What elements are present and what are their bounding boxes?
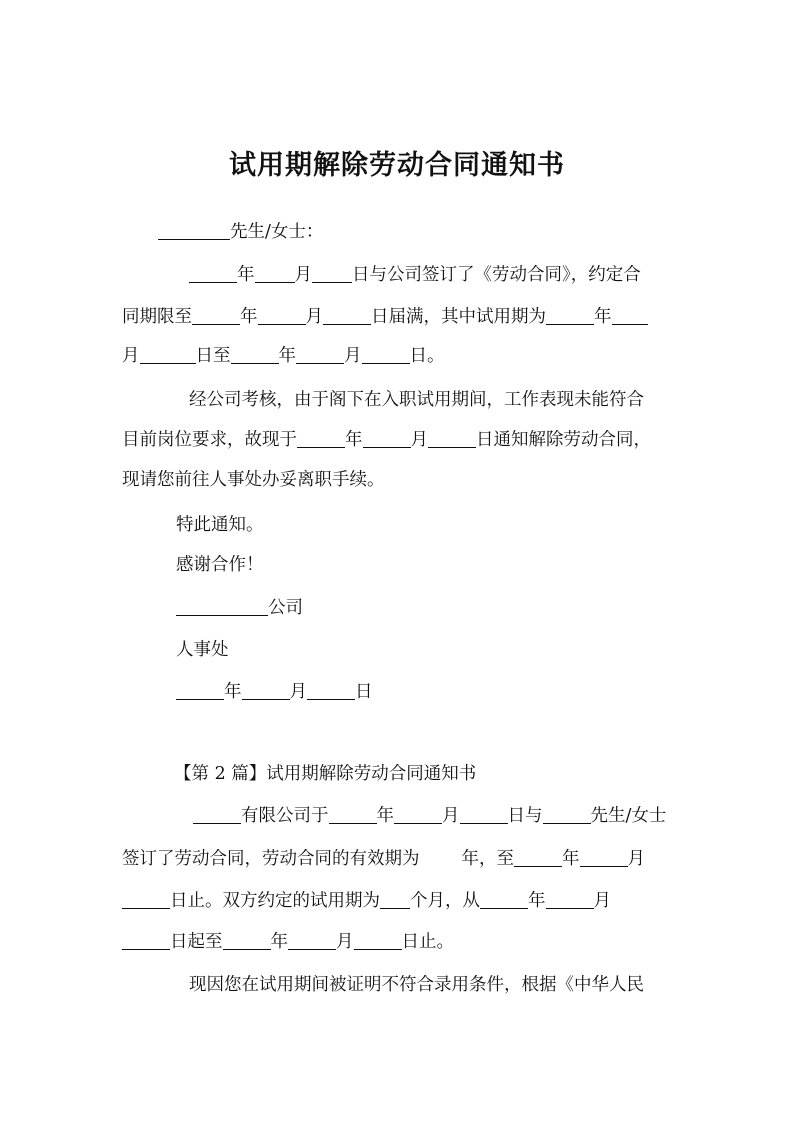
company-text: 公司 <box>268 598 303 618</box>
year-text: 年 <box>240 307 258 327</box>
year-text: 年 <box>345 430 363 450</box>
blank <box>122 890 170 909</box>
blank <box>255 264 295 283</box>
blank <box>242 681 290 700</box>
sec2-text: 签订了劳动合同，劳动合同的有效期为 <box>122 849 420 869</box>
sec2-text: 日止。双方约定的试用期为 <box>170 891 380 911</box>
month-text: 月 <box>344 346 362 366</box>
day-text: 日 <box>355 682 373 702</box>
year-text: 年 <box>278 346 296 366</box>
blank <box>480 890 528 909</box>
year-text: 年 <box>562 849 580 869</box>
sec2-text: 年，至 <box>461 849 514 869</box>
blank <box>189 264 237 283</box>
para1-text: 日。 <box>409 346 445 366</box>
sec2-line4 <box>122 927 454 957</box>
sec2-text: 个月，从 <box>410 891 480 911</box>
para2-line3: 现请您前往人事处办妥离职手续。 <box>122 470 385 490</box>
company-blank <box>176 597 268 616</box>
sec2-text: 日起至 <box>170 932 223 952</box>
blank <box>612 306 648 325</box>
sec2-line2 <box>122 844 645 874</box>
blank <box>192 306 240 325</box>
closing-notice: 特此通知。 <box>176 515 264 535</box>
sign-date-line <box>176 677 373 707</box>
para2-line1: 经公司考核，由于阁下在入职试用期间，工作表现未能符合 <box>189 390 644 410</box>
blank <box>380 890 410 909</box>
month-text: 月 <box>336 932 354 952</box>
month-text: 月 <box>289 682 307 702</box>
sec2-line1 <box>193 801 666 831</box>
year-text: 年 <box>376 806 394 826</box>
blank <box>514 848 562 867</box>
sec2-text: 有限公司于 <box>241 806 329 826</box>
blank <box>546 306 594 325</box>
blank <box>329 805 377 824</box>
year-text: 年 <box>594 307 612 327</box>
blank <box>297 429 345 448</box>
year-text: 年 <box>224 682 242 702</box>
sec2-text: 先生/女士 <box>590 806 667 826</box>
para2-text: 日通知解除劳动合同， <box>476 430 651 450</box>
sec2-text: 日止。 <box>401 932 454 952</box>
section2-heading: 【第 2 篇】试用期解除劳动合同通知书 <box>174 764 477 784</box>
month-text: 月 <box>305 307 323 327</box>
blank <box>193 805 241 824</box>
year-text: 年 <box>237 265 255 285</box>
year-text: 年 <box>270 932 288 952</box>
month-text: 月 <box>294 265 312 285</box>
dept-line: 人事处 <box>176 640 229 660</box>
company-line <box>176 593 303 623</box>
blank <box>546 890 594 909</box>
blank <box>394 805 442 824</box>
blank <box>140 345 196 364</box>
blank <box>288 931 336 950</box>
name-blank <box>158 221 230 240</box>
para1-line1 <box>189 260 641 290</box>
year-text: 年 <box>528 891 546 911</box>
blank <box>307 681 355 700</box>
blank <box>296 345 344 364</box>
blank <box>176 681 224 700</box>
blank <box>323 306 371 325</box>
para1-text: 日至 <box>195 346 231 366</box>
month-text: 月 <box>442 806 460 826</box>
blank <box>363 429 411 448</box>
blank <box>428 429 476 448</box>
salutation-line <box>158 217 323 247</box>
month-text: 月 <box>593 891 611 911</box>
month-text: 月 <box>122 346 140 366</box>
blank <box>258 306 306 325</box>
para1-line2 <box>122 302 648 332</box>
para1-text: 日与公司签订了《劳动合同》，约定合 <box>352 265 641 285</box>
para2-line2 <box>122 425 651 455</box>
blank <box>231 345 279 364</box>
month-text: 月 <box>410 430 428 450</box>
blank <box>312 264 352 283</box>
blank <box>223 931 271 950</box>
document-title: 试用期解除劳动合同通知书 <box>229 150 565 181</box>
para1-text: 日届满，其中试用期为 <box>371 307 546 327</box>
blank <box>354 931 402 950</box>
sec2-line5: 现因您在试用期间被证明不符合录用条件，根据《中华人民 <box>189 975 644 995</box>
para2-text: 目前岗位要求，故现于 <box>122 430 297 450</box>
blank <box>580 848 628 867</box>
blank <box>460 805 508 824</box>
para1-text: 同期限至 <box>122 307 192 327</box>
blank <box>543 805 591 824</box>
para1-line3 <box>122 341 445 371</box>
month-text: 月 <box>627 849 645 869</box>
blank <box>362 345 410 364</box>
blank <box>122 931 170 950</box>
sec2-line3 <box>122 886 611 916</box>
closing-thanks: 感谢合作！ <box>176 555 264 575</box>
salutation-text: 先生/女士： <box>230 222 324 242</box>
sec2-text: 日与 <box>507 806 543 826</box>
